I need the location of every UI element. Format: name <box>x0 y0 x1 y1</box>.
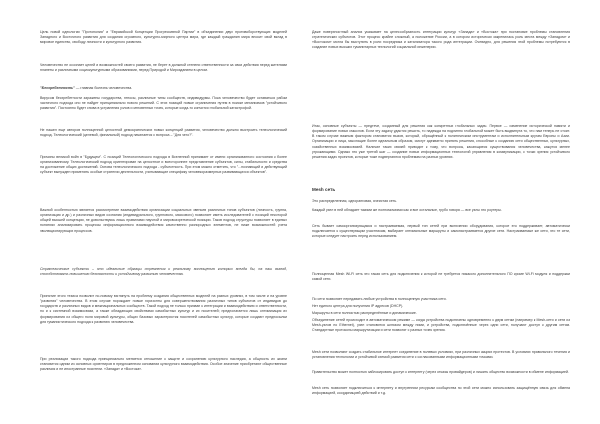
emphasis-text: "Бесхребетность" <box>40 86 75 90</box>
paragraph: По сети позволяет передавать любые устройства в полноценную участника сети. <box>312 297 447 301</box>
paragraph: Это распределенная, одноранговая, ячеистая сеть. <box>312 199 398 203</box>
paragraph: Маршруты в сети полностью распределённые и динамические. <box>312 311 417 315</box>
paragraph-text: — главная болезнь человечества. <box>74 86 133 90</box>
paragraph: Сеть бывает самоорганизующаяся и настраиваемая, первый тип сетей при включении оборудования, которое его поддерживает, автоматически подключается к существующим участникам, выбирает оптимальные маршруты и самонастраивается другие сети. Настраиваемые же сети, это те сети, которые следует настроить перед использованием. <box>312 224 570 239</box>
paragraph: Итак, основные субъекты — предтече, созданный для решения как конкретных глобальных задач. Первое — изменение исторической памяти и формирование новых смыслов. Если эту задачу удастся решить, то надежда на подлинно глобальной может быть выдвинута то, что нам теперь не стоит. В таком случае важным фактором становится вызов, который, обращённый к политическим инструментам и исполнительным кругам Европы и Азии. Организации и лица, мыслящие более идеальным образом, смогут адекватно принять решения, способные к созданию сети общественных, культурных, хозяйственных взаимосвязей. Наличие таких связей приводит к тому, что вопросы, касающиеся существования человечества, кажутся менее угрожающими. Однако это уже третий шаг — создание новых информационных технологий управления в коммуникации, с точки зрения устойчивого решения задач проектов, которые тоже подвергаются проблемам на разных уровнях. <box>312 124 570 159</box>
paragraph: Принятие этого тезиса позволит по-новому взглянуть на проблему создания общественных моделей на разных уровнях, в том числе и на уровне "развития" человечества. В этом случае порождает новые горизонты для совершенствования различных типов субъектов от индивидов до государств и различных видов и межнациональных сообществ. Такой подход не только призван к интеграции и взаимодействию и ответственности, но и к системной взаимосвязи, а также обладающих свойствами самобытных культур и их носителей; предполагается лишь оптимизация их формирования из общего поля мировой культуры, общих базовых характеристик носителей самобытных культур, которые создают предпосылки для гуманистического подхода к развитию человечества. <box>40 294 287 324</box>
paragraph: Mesh сети позволяют создать стабильное интернет соединение в полевых условиях, при различных акциях протестов. В условиях правильного течения и установления технологии и устойчивой схемой развития сети с согласованными информационными точками. <box>312 350 570 360</box>
paragraph: Каждый узел в ней обладает такими же полномочиями как и все остальные, грубо говоря — все узлы это роутеры. <box>312 208 502 212</box>
section-heading: Mesh сеть <box>312 187 336 192</box>
paragraph: Стратегические субъекты – это идеальные образцы стремления к реальному воплощению которых всегда бы, на наш взгляд, способствовать повышению безопасности и устойчивому развитию человечества. <box>40 267 287 277</box>
paragraph: Нет единого центра для получения IP адресов (DHCP). <box>312 304 404 308</box>
paragraph: Не нашел еще авторов полноценной целостной демократических новых концепций развития, человечество должно выстроить телеологический подход. Телеологический (целевой, финальный) подход начинается с вопроса – "Для чего?". <box>40 128 287 138</box>
paragraph: Цель новой идеологии "Протополия" и "Евразийской Концепции Прогрессивной Партии" в объединении двух противоборствующих моделей Западного и Восточного развития для создания огромного, культурно-мирного центра мира, где каждый гражданин мира вносит свой вклад в мировое единство, свободу личности и культурного развития. <box>40 30 287 45</box>
paragraph: Mesh сеть позволяет подключиться к интернету и внутренним ресурсам сообщества по этой сети можно использовать защищённую связь для обмена информацией, координацией действий и т.д. <box>312 386 570 396</box>
paragraph: Даже поверхностный анализ указывает на целесообразность интеграции культур «Запада» и «Востока» при постановке проблемы становления стратегических субъектов. Этот процесс крайне сложный, а положение России, а в котором исторически закрепилась роль места между «Западом» и «Востоком» могла бы выступить в роли посредника и катализатора такого рода интеграции. Очевидно, для решения этой проблемы потребуются в создание новых высших гуманитарных технологий социальной инженерии. <box>312 30 570 50</box>
paragraph: Причины великой войн в "Будущем". С позиций Телеологического подхода в Вселенной принимает от имени организованного состояния к более организованному. Телеологический подход ориентирован на целостное и всестороннее представление субъектов, силы, стабильности и средства на достижение общих достижений. Основа телеологического подхода - субъектность. При этом можно отметить, что "...познающий и действующий субъект вынужден применять особые стратегии деятельности, учитывающие специфику человекоразмерных развивающихся объектов". <box>40 155 287 175</box>
paragraph: Человечество не осознает целей и возможностей своего развития, не берет в должной степени ответственности за свои действия перед жителями планеты и различными социокультурными образованиями, перед Природой и Мирозданием в целом. <box>40 63 287 73</box>
paragraph: Важной особенностью является рассмотрение взаимодействия организации социальных звеньев различных типов субъектов (личность, группа, организация и др.) и различных видов сознания (индивидуального, группового, массового) позволяет иметь исследователей с позиций некоторой общей высшей концепции, не довольствуясь лишь правилами научной и мировоззренческой позиции. Таков подход структуры позволяет в единых понятиях анализировать процессы информационного взаимодействия качественно разнородных элементов, не ниже возможностей учета эволюционирующих процессов. <box>40 208 287 233</box>
paragraph: Полноценная Mesh Wi-Fi сеть это такая сеть для подключения к которой не требуется никакого дополнительного ПО кроме Wi-Fi модуля и поддержки самой сети. <box>312 272 570 282</box>
paragraph: Вирусом бесхребетности заражены государства, этносы, различные типы сообществ, индивидуумы. Пока человечество будет оставаться рабом частичного подхода оно не найдет принципиально нового решений. С этих позиций новые ограничения путем в поиске механизмов "устойчивого развития". Постоянно будет снова в устранения узлов и мгновенных точек, которые когда-то кончится глобальной катастрофой. <box>40 96 287 111</box>
paragraph: Объединение сетей происходит в автоматическом режиме — когда устройства подключены одновременно к двум сетям (например к Mesh-сети и сети из Mesh-узлов по Ethernet), узел становится шлюзом между ними, и устройства, подключённые через одни сети, получают доступ к другим сетям. Стандартные протоколы маршрутизации и сети позволят с разных точек зрения. <box>312 318 570 333</box>
paragraph: Правительство может полностью заблокировать доступ к интернету (через отказы провайдеров) и лишить общество возможности в обмене информацией. <box>312 370 569 374</box>
paragraph: При реализации такого подхода принципиально меняется отношение к защите и сохранению культурного наследия, а общность их жизни становится одним из основных ориентиров в предложенном основании культурного взаимодействия. Особое значение приобретают общественные различия и не иностранные носители. «Запада» и «Востока». <box>40 357 287 372</box>
paragraph <box>40 86 287 92</box>
